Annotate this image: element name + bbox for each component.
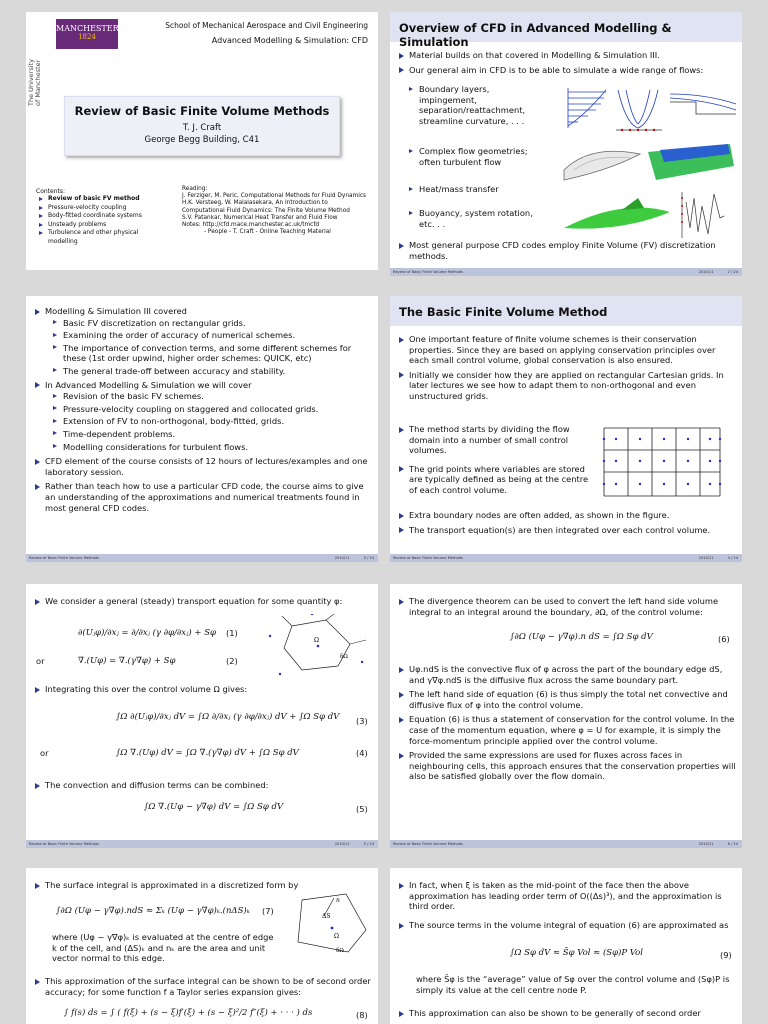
bullet: The grid points where variables are stored are typically defined as being at the centre of each control volume.	[396, 464, 596, 496]
cell-edge-figure	[288, 890, 374, 958]
author: T. J. Craft	[182, 123, 222, 133]
reading-item: Notes: http://cfd.mace.manchester.ac.uk/tmcfd	[182, 222, 320, 229]
bullet: This approximation of the surface integral can be shown to be of second order accuracy; for some function f a Taylor series expansion gives:	[32, 976, 372, 997]
bullet: The left hand side of equation (6) is thus simply the total net convective and diffusive flux of φ into the control volume.	[396, 689, 736, 710]
bullet: In fact, when ξ is taken as the mid-point of the face then the above approximation has leading order term of O((Δs)³), and the approximation is third order.	[396, 880, 736, 912]
slide-footer: Review of Basic Finite Volume Methods 2010/11 4 / 24	[390, 554, 742, 562]
slide-surface-integral	[26, 868, 378, 1024]
contents-item: Unsteady problems	[36, 221, 186, 230]
equation-number: (9)	[720, 950, 732, 960]
bullet: Our general aim in CFD is to be able to simulate a wide range of flows:	[396, 65, 736, 76]
contents-item: Review of basic FV method	[36, 195, 186, 204]
bullet: Extra boundary nodes are often added, as shown in the figure.	[396, 510, 736, 521]
bullet: Integrating this over the control volume Ω gives:	[32, 684, 372, 695]
slide-divergence-theorem	[390, 584, 742, 848]
reading-list: Reading: J. Ferziger, M. Peric, Computational Methods for Fluid Dynamics H.K. Versteeg, W. Malalasekara, An Introduction to Computational Fluid Dynamics: The Finite Volume Method S.V. Patankar, Numerical Heat Transfer and Fluid Flow Notes: http://cfd.mace.manchester.ac.uk/tmcfd - People - T. Craft - Online Teaching Material	[182, 186, 372, 236]
bullet: Initially we consider how they are applied on rectangular Cartesian grids. In later lectures we see how to adapt them to non-orthogonal and even unstructured grids.	[396, 370, 736, 402]
equation-number: (6)	[718, 634, 730, 644]
slide-course-scope	[26, 296, 378, 562]
equation-7: ∫∂Ω (Uφ − γ∇φ).ndS ≈ Σₖ (Uφ − γ∇φ)ₖ.(nΔS)ₖ	[56, 906, 250, 916]
equation-9: ∫Ω Sφ dV ≈ S̄φ Vol ≈ (Sφ)P Vol	[510, 948, 643, 958]
bullet: One important feature of finite volume schemes is their conservation properties. Since they are based on applying conservation principles over each small control volume, global conservation is also ensured.	[396, 334, 736, 366]
school-name: School of Mechanical Aerospace and Civil Engineering	[165, 21, 368, 30]
equation-number: (2)	[226, 656, 238, 666]
building: George Begg Building, C41	[144, 135, 260, 145]
equation-number: (4)	[356, 748, 368, 758]
equation-2: ∇.(Uφ) = ∇.(γ∇φ) + Sφ	[78, 656, 176, 666]
presentation-title: Review of Basic Finite Volume Methods	[74, 104, 330, 118]
sub-bullet: Buoyancy, system rotation, etc. . .	[408, 208, 548, 232]
normal-label: n	[336, 897, 340, 904]
equation-5: ∫Ω ∇.(Uφ − γ∇φ) dV = ∫Ω Sφ dV	[144, 802, 284, 812]
slide-overview	[390, 12, 742, 276]
bullet: The surface integral is approximated in a discretized form by	[32, 880, 372, 891]
equation-4: ∫Ω ∇.(Uφ) dV = ∫Ω ∇.(γ∇φ) dV + ∫Ω Sφ dV	[116, 748, 299, 758]
sub-bullet: Revision of the basic FV schemes.	[52, 391, 372, 402]
sub-bullet: Basic FV discretization on rectangular grids.	[52, 318, 372, 329]
bullet: Most general purpose CFD codes employ Finite Volume (FV) discretization methods.	[396, 240, 736, 261]
sub-bullet: Heat/mass transfer	[408, 184, 548, 206]
contents-item: Turbulence and other physical modelling	[36, 229, 146, 246]
bullet: Modelling & Simulation III covered	[32, 306, 372, 317]
university-logo: MANCHESTER 1824	[56, 19, 118, 49]
equation-number: (3)	[356, 716, 368, 726]
sub-bullet: Modelling considerations for turbulent flows.	[52, 442, 372, 453]
bullet: Provided the same expressions are used for fluxes across faces in neighbouring cells, this approach ensures that the conservation properties will also be satisfied globally over the flow domain.	[396, 750, 736, 782]
bullet: In Advanced Modelling & Simulation we will cover	[32, 380, 372, 391]
reading-item: S.V. Patankar, Numerical Heat Transfer and Fluid Flow	[182, 214, 338, 221]
slide-title	[26, 12, 378, 270]
sub-bullet: Boundary layers, impingement, separation/reattachment, streamline curvature, . . .	[408, 84, 548, 134]
bullet: Rather than teach how to use a particular CFD code, the course aims to give an understanding of the approximations and numerical treatments found in most general CFD codes.	[32, 481, 372, 513]
slide-transport-equation: We consider a general (steady) transport equation for some quantity φ: ∂(Uⱼφ)/∂xⱼ = ∂/∂xⱼ (γ ∂φ/∂xⱼ) + Sφ (1) or ∇.(Uφ) = ∇.(γ∇φ) + Sφ (2) Ω δΩ Integrating this over the control volume Ω gives: ∫Ω ∂(Uⱼφ)/∂xⱼ dV = ∫Ω ∂/∂xⱼ (γ ∂φ/∂xⱼ) dV + ∫Ω Sφ dV (3) or ∫Ω ∇.(Uφ) dV = ∫Ω ∇.(γ∇φ) dV + ∫Ω Sφ dV (4) The convection and diffusion terms can be combined: ∫Ω ∇.(Uφ − γ∇φ) dV = ∫Ω Sφ dV (5) Review of Basic Finite Volume Methods 2010/11 5 / 24	[26, 584, 378, 848]
contents-list: Contents: Review of basic FV method Pressure-velocity coupling Body-fitted coordinate systems Unsteady problems Turbulence and other physical modelling	[36, 188, 186, 246]
equation-number: (7)	[262, 906, 274, 916]
sub-bullet: Extension of FV to non-orthogonal, body-fitted, grids.	[52, 416, 372, 427]
reading-item: J. Ferziger, M. Peric, Computational Methods for Fluid Dynamics	[182, 193, 367, 200]
bullet: The source terms in the volume integral of equation (6) are approximated as	[396, 920, 736, 931]
equation-1: ∂(Uⱼφ)/∂xⱼ = ∂/∂xⱼ (γ ∂φ/∂xⱼ) + Sφ	[78, 628, 216, 638]
contents-item: Pressure-velocity coupling	[36, 204, 186, 213]
bullet: The convection and diffusion terms can be combined:	[32, 780, 372, 791]
equation-number: (5)	[356, 804, 368, 814]
title-box	[64, 96, 340, 156]
sub-bullet: Examining the order of accuracy of numerical schemes.	[52, 330, 372, 341]
bullet: The method starts by dividing the flow domain into a number of small control volumes.	[396, 424, 596, 456]
omega-label: Ω	[334, 933, 339, 940]
equation-6: ∫∂Ω (Uφ − γ∇φ).n dS = ∫Ω Sφ dV	[510, 632, 653, 642]
bullet: Material builds on that covered in Modelling & Simulation III.	[396, 50, 736, 61]
reading-item: - People - T. Craft - Online Teaching Material	[204, 229, 331, 236]
contents-item: Body-fitted coordinate systems	[36, 212, 186, 221]
heat-transfer-figures	[562, 188, 738, 240]
boundary-label: δΩ	[336, 948, 344, 954]
equation-number: (8)	[356, 1010, 368, 1020]
explanation: where S̄φ is the “average” value of Sφ over the control volume and (Sφ)P is simply its value at the cell centre node P.	[416, 974, 730, 995]
unstructured-cell-figure	[262, 614, 372, 678]
sub-bullet: The importance of convection terms, and some different schemes for these (1st order upwind, higher order schemes: QUICK, etc)	[52, 343, 372, 364]
area-label: ΔS	[322, 913, 331, 920]
bullet: CFD element of the course consists of 12 hours of lectures/examples and one laboratory session.	[32, 456, 372, 477]
slide-footer: Review of Basic Finite Volume Methods 2010/11 3 / 24	[26, 554, 378, 562]
slide-title: The Basic Finite Volume Method	[390, 296, 742, 326]
boundary-label: δΩ	[340, 654, 348, 660]
equation-number: (1)	[226, 628, 238, 638]
cartesian-grid-figure	[602, 426, 722, 498]
bullet: Equation (6) is thus a statement of conservation for the control volume. In the case of the momentum equation, where φ = U for example, it is simply the force-momentum principle applied over the control volume.	[396, 714, 736, 746]
bullet: We consider a general (steady) transport equation for some quantity φ:	[32, 596, 372, 607]
bullet: The transport equation(s) are then integrated over each control volume.	[396, 525, 736, 536]
bullet: The divergence theorem can be used to convert the left hand side volume integral to an integral around the boundary, ∂Ω, of the control volume:	[396, 596, 736, 617]
sub-bullet: Time-dependent problems.	[52, 429, 372, 440]
slide-basic-fv-method	[390, 296, 742, 562]
complex-geometry-figures	[560, 140, 736, 188]
slide-source-terms	[390, 868, 742, 1024]
sub-bullet: The general trade-off between accuracy and stability.	[52, 366, 372, 377]
course-name: Advanced Modelling & Simulation: CFD	[211, 36, 368, 45]
equation-3: ∫Ω ∂(Uⱼφ)/∂xⱼ dV = ∫Ω ∂/∂xⱼ (γ ∂φ/∂xⱼ) dV + ∫Ω Sφ dV	[116, 712, 340, 722]
omega-label: Ω	[314, 637, 319, 644]
explanation: where (Uφ − γ∇φ)ₖ is evaluated at the centre of edge k of the cell, and (ΔS)ₖ and nₖ are the area and unit vector normal to this edge.	[52, 932, 274, 964]
bullet: This approximation can also be shown to be generally of second order	[396, 1008, 736, 1019]
equation-8: ∫ f(s) ds = ∫ ( f(ξ) + (s − ξ)f′(ξ) + (s − ξ)²/2 f″(ξ) + · · · ) ds	[64, 1008, 313, 1018]
sub-bullet: Pressure-velocity coupling on staggered and collocated grids.	[52, 404, 372, 415]
slide-footer: Review of Basic Finite Volume Methods 2010/11 5 / 24	[26, 840, 378, 848]
reading-item: H.K. Versteeg, W. Malalasekara, An Introduction to Computational Fluid Dynamics: The Finite Volume Method	[182, 200, 350, 214]
slide-title: Overview of CFD in Advanced Modelling & Simulation	[390, 12, 742, 42]
slide-footer: Review of Basic Finite Volume Methods 2010/11 6 / 24	[390, 840, 742, 848]
bullet: Uφ.ndS is the convective flux of φ across the part of the boundary edge dS, and γ∇φ.ndS is the diffusive flux across the same boundary part.	[396, 664, 736, 685]
slide-footer: Review of Basic Finite Volume Methods 2010/11 2 / 24	[390, 268, 742, 276]
sub-bullet: Complex flow geometries; often turbulent flow	[408, 146, 548, 182]
university-vertical-name: The University of Manchester	[27, 59, 42, 106]
boundary-layer-figures	[566, 84, 738, 134]
